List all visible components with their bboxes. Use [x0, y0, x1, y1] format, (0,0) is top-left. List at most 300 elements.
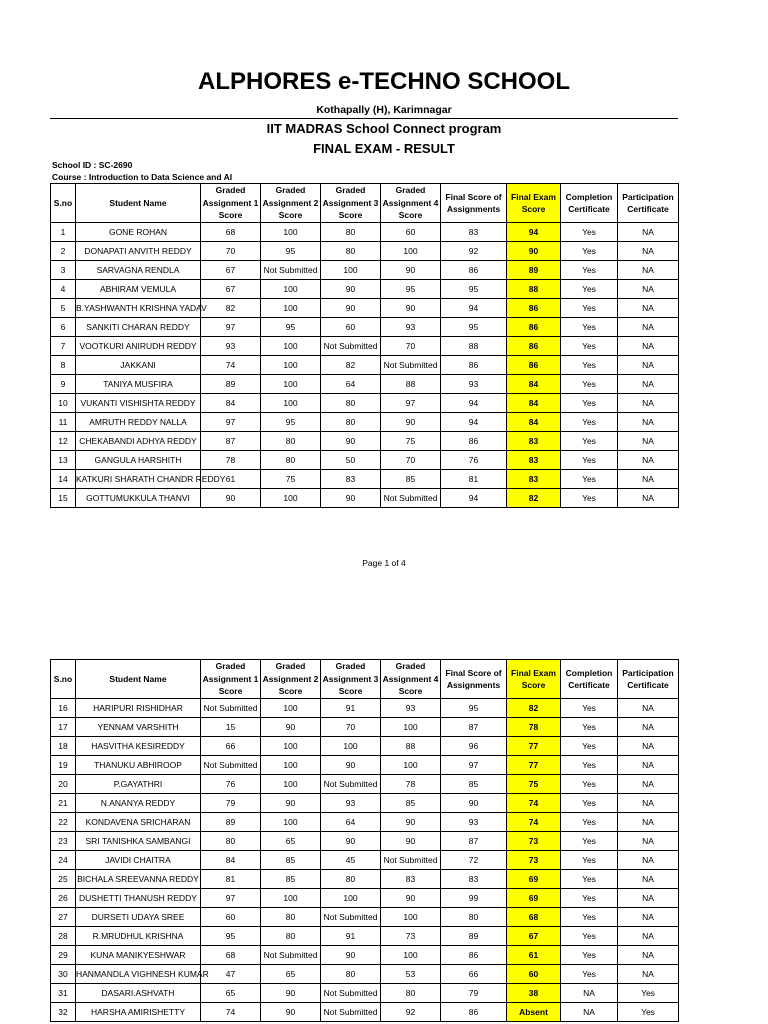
- cell-ga1: 84: [201, 394, 261, 413]
- cell-sno: 18: [51, 737, 76, 756]
- cell-participation: Yes: [618, 984, 679, 1003]
- table-row: [51, 451, 679, 470]
- cell-participation: NA: [618, 280, 679, 299]
- cell-ga3: 82: [321, 356, 381, 375]
- cell-completion: NA: [561, 984, 618, 1003]
- cell-ga1: 84: [201, 851, 261, 870]
- cell-final_assign: 94: [441, 489, 507, 508]
- column-header-line: Score: [398, 210, 423, 221]
- cell-sno: 17: [51, 718, 76, 737]
- cell-ga3: Not Submitted: [321, 775, 381, 794]
- cell-sno: 3: [51, 261, 76, 280]
- column-header-line: Assignment 1: [202, 673, 259, 684]
- cell-ga4: 75: [381, 432, 441, 451]
- cell-participation: NA: [618, 718, 679, 737]
- cell-completion: Yes: [561, 375, 618, 394]
- cell-ga2: 90: [261, 984, 321, 1003]
- cell-name: CHEKABANDI ADHYA REDDY: [76, 432, 201, 451]
- cell-completion: Yes: [561, 851, 618, 870]
- cell-ga2: 90: [261, 794, 321, 813]
- table-row: [51, 851, 679, 870]
- cell-completion: Yes: [561, 965, 618, 984]
- cell-final_exam: 73: [507, 851, 561, 870]
- cell-ga4: 83: [381, 870, 441, 889]
- cell-ga1: 89: [201, 375, 261, 394]
- cell-name: KUNA MANIKYESHWAR: [76, 946, 201, 965]
- cell-ga3: 100: [321, 261, 381, 280]
- table-row: [51, 356, 679, 375]
- cell-ga3: 45: [321, 851, 381, 870]
- cell-final_assign: 72: [441, 851, 507, 870]
- cell-final_exam: 84: [507, 394, 561, 413]
- school-id: School ID : SC-2690: [52, 160, 133, 170]
- cell-ga4: 53: [381, 965, 441, 984]
- table-row: [51, 775, 679, 794]
- column-header-final_exam: [507, 184, 561, 223]
- cell-final_assign: 93: [441, 375, 507, 394]
- cell-ga3: 90: [321, 756, 381, 775]
- cell-sno: 7: [51, 337, 76, 356]
- column-header-sno: S.no: [51, 184, 76, 223]
- column-header-sno: S.no: [51, 660, 76, 699]
- table-row: [51, 794, 679, 813]
- column-header-ga4: [381, 184, 441, 223]
- table-row: [51, 261, 679, 280]
- cell-participation: NA: [618, 337, 679, 356]
- cell-ga1: 93: [201, 337, 261, 356]
- cell-final_assign: 79: [441, 984, 507, 1003]
- cell-ga3: 80: [321, 965, 381, 984]
- cell-final_assign: 87: [441, 718, 507, 737]
- cell-participation: NA: [618, 851, 679, 870]
- column-header-line: Participation: [622, 667, 674, 678]
- cell-final_exam: 61: [507, 946, 561, 965]
- cell-final_assign: 92: [441, 242, 507, 261]
- column-header-line: Score: [218, 686, 243, 697]
- cell-sno: 15: [51, 489, 76, 508]
- table-row: [51, 756, 679, 775]
- cell-final_exam: 73: [507, 832, 561, 851]
- cell-completion: Yes: [561, 432, 618, 451]
- cell-ga4: 100: [381, 718, 441, 737]
- cell-final_exam: 67: [507, 927, 561, 946]
- cell-ga3: Not Submitted: [321, 984, 381, 1003]
- cell-participation: NA: [618, 413, 679, 432]
- cell-ga2: 100: [261, 394, 321, 413]
- cell-ga4: 88: [381, 375, 441, 394]
- cell-ga4: 100: [381, 756, 441, 775]
- column-header-line: Final Score of: [445, 191, 502, 202]
- cell-final_exam: 82: [507, 699, 561, 718]
- column-header-final_assign: [441, 660, 507, 699]
- cell-ga2: 100: [261, 299, 321, 318]
- cell-completion: Yes: [561, 756, 618, 775]
- cell-ga4: Not Submitted: [381, 489, 441, 508]
- cell-final_exam: 68: [507, 908, 561, 927]
- cell-ga1: 82: [201, 299, 261, 318]
- cell-final_exam: 77: [507, 737, 561, 756]
- cell-ga4: 90: [381, 413, 441, 432]
- cell-participation: NA: [618, 832, 679, 851]
- column-header-line: Graded: [275, 661, 306, 672]
- cell-final_assign: 83: [441, 223, 507, 242]
- cell-ga3: 91: [321, 927, 381, 946]
- cell-ga3: 90: [321, 299, 381, 318]
- cell-final_exam: 38: [507, 984, 561, 1003]
- cell-sno: 28: [51, 927, 76, 946]
- cell-participation: NA: [618, 375, 679, 394]
- cell-completion: Yes: [561, 489, 618, 508]
- column-header-ga4: [381, 660, 441, 699]
- cell-participation: NA: [618, 470, 679, 489]
- cell-sno: 19: [51, 756, 76, 775]
- cell-completion: Yes: [561, 870, 618, 889]
- cell-ga2: 100: [261, 280, 321, 299]
- column-header-line: Completion: [565, 667, 613, 678]
- cell-final_exam: Absent: [507, 1003, 561, 1022]
- table-row: [51, 870, 679, 889]
- cell-participation: NA: [618, 356, 679, 375]
- cell-ga4: 95: [381, 280, 441, 299]
- cell-name: P.GAYATHRI: [76, 775, 201, 794]
- table-row: [51, 280, 679, 299]
- column-header-ga1: [201, 660, 261, 699]
- cell-ga2: 100: [261, 813, 321, 832]
- cell-name: ABHIRAM VEMULA: [76, 280, 201, 299]
- cell-ga1: 47: [201, 965, 261, 984]
- table-row: [51, 299, 679, 318]
- cell-completion: Yes: [561, 470, 618, 489]
- cell-ga2: 100: [261, 889, 321, 908]
- cell-final_exam: 86: [507, 356, 561, 375]
- column-header-line: Assignment 4: [382, 197, 439, 208]
- cell-name: HARSHA AMIRISHETTY: [76, 1003, 201, 1022]
- cell-final_exam: 75: [507, 775, 561, 794]
- table-row: [51, 413, 679, 432]
- cell-participation: NA: [618, 946, 679, 965]
- cell-ga3: 100: [321, 737, 381, 756]
- cell-ga1: 90: [201, 489, 261, 508]
- cell-participation: NA: [618, 223, 679, 242]
- cell-ga2: Not Submitted: [261, 946, 321, 965]
- cell-final_exam: 86: [507, 337, 561, 356]
- column-header-final_exam: [507, 660, 561, 699]
- cell-name: THANUKU ABHIROOP: [76, 756, 201, 775]
- table-row: [51, 718, 679, 737]
- table-row: [51, 394, 679, 413]
- column-header-final_assign: [441, 184, 507, 223]
- cell-participation: NA: [618, 394, 679, 413]
- table-row: [51, 965, 679, 984]
- column-header-completion: [561, 184, 618, 223]
- cell-name: HANMANDLA VIGHNESH KUMAR: [76, 965, 201, 984]
- cell-ga3: 90: [321, 432, 381, 451]
- cell-completion: Yes: [561, 813, 618, 832]
- column-header-line: Graded: [335, 661, 366, 672]
- cell-completion: Yes: [561, 223, 618, 242]
- cell-completion: Yes: [561, 699, 618, 718]
- cell-completion: Yes: [561, 318, 618, 337]
- header-row: [51, 660, 679, 699]
- cell-final_exam: 86: [507, 299, 561, 318]
- cell-ga4: 80: [381, 984, 441, 1003]
- cell-ga4: 90: [381, 889, 441, 908]
- cell-ga3: 70: [321, 718, 381, 737]
- cell-name: BICHALA SREEVANNA REDDY: [76, 870, 201, 889]
- cell-ga4: 85: [381, 470, 441, 489]
- cell-ga2: Not Submitted: [261, 261, 321, 280]
- column-header-line: Score: [521, 204, 546, 214]
- table-row: [51, 337, 679, 356]
- cell-name: HARIPURI RISHIDHAR: [76, 699, 201, 718]
- cell-name: JAVIDI CHAITRA: [76, 851, 201, 870]
- cell-ga3: 64: [321, 375, 381, 394]
- cell-final_assign: 86: [441, 432, 507, 451]
- column-header-line: Assignment 2: [262, 673, 319, 684]
- cell-name: GANGULA HARSHITH: [76, 451, 201, 470]
- cell-name: DURSETI UDAYA SREE: [76, 908, 201, 927]
- cell-ga2: 80: [261, 451, 321, 470]
- cell-ga1: 61: [201, 470, 261, 489]
- cell-completion: Yes: [561, 280, 618, 299]
- cell-name: JAKKANI: [76, 356, 201, 375]
- cell-ga4: 100: [381, 946, 441, 965]
- cell-completion: Yes: [561, 832, 618, 851]
- cell-final_assign: 66: [441, 965, 507, 984]
- cell-final_assign: 95: [441, 699, 507, 718]
- cell-ga3: 90: [321, 489, 381, 508]
- column-header-name: Student Name: [76, 184, 201, 223]
- cell-ga2: 75: [261, 470, 321, 489]
- cell-completion: Yes: [561, 927, 618, 946]
- cell-sno: 16: [51, 699, 76, 718]
- column-header-ga3: [321, 660, 381, 699]
- cell-sno: 21: [51, 794, 76, 813]
- cell-ga4: 93: [381, 699, 441, 718]
- cell-completion: Yes: [561, 337, 618, 356]
- cell-sno: 31: [51, 984, 76, 1003]
- cell-ga3: 91: [321, 699, 381, 718]
- column-header-line: Graded: [335, 185, 366, 196]
- cell-final_assign: 95: [441, 318, 507, 337]
- column-header-line: Assignment 3: [322, 197, 379, 208]
- column-header-line: Certificate: [627, 204, 669, 214]
- column-header-line: Graded: [215, 185, 246, 196]
- cell-final_exam: 83: [507, 432, 561, 451]
- cell-final_exam: 90: [507, 242, 561, 261]
- column-header-line: Assignment 2: [262, 197, 319, 208]
- cell-sno: 12: [51, 432, 76, 451]
- cell-final_assign: 76: [441, 451, 507, 470]
- column-header-line: Certificate: [568, 204, 610, 214]
- column-header-line: Score: [218, 210, 243, 221]
- cell-final_assign: 87: [441, 832, 507, 851]
- cell-ga1: 78: [201, 451, 261, 470]
- cell-name: N.ANANYA REDDY: [76, 794, 201, 813]
- cell-participation: NA: [618, 318, 679, 337]
- cell-ga3: 83: [321, 470, 381, 489]
- column-header-line: Assignments: [446, 680, 501, 690]
- cell-final_assign: 86: [441, 356, 507, 375]
- column-header-line: Score: [338, 210, 363, 221]
- cell-ga4: 70: [381, 451, 441, 470]
- cell-final_exam: 94: [507, 223, 561, 242]
- cell-final_exam: 84: [507, 413, 561, 432]
- header-row: [51, 184, 679, 223]
- column-header-line: Graded: [215, 661, 246, 672]
- cell-final_assign: 93: [441, 813, 507, 832]
- cell-ga2: 100: [261, 699, 321, 718]
- cell-ga3: 80: [321, 870, 381, 889]
- table-row: [51, 984, 679, 1003]
- cell-ga3: 90: [321, 280, 381, 299]
- cell-final_assign: 99: [441, 889, 507, 908]
- school-title: ALPHORES e-TECHNO SCHOOL: [197, 68, 571, 95]
- cell-final_exam: 69: [507, 870, 561, 889]
- cell-completion: Yes: [561, 946, 618, 965]
- course-name: Course : Introduction to Data Science and AI: [52, 172, 233, 182]
- column-header-line: Assignment 1: [202, 197, 259, 208]
- cell-ga4: 90: [381, 299, 441, 318]
- results-table-page-1: [50, 183, 679, 508]
- cell-completion: Yes: [561, 394, 618, 413]
- column-header-line: Final Exam: [511, 191, 556, 202]
- cell-sno: 26: [51, 889, 76, 908]
- cell-ga2: 100: [261, 356, 321, 375]
- cell-completion: Yes: [561, 908, 618, 927]
- cell-sno: 10: [51, 394, 76, 413]
- cell-participation: NA: [618, 489, 679, 508]
- column-header-line: Final Exam: [511, 667, 556, 678]
- cell-ga4: 100: [381, 908, 441, 927]
- cell-name: AMRUTH REDDY NALLA: [76, 413, 201, 432]
- column-header-line: Final Score of: [445, 667, 502, 678]
- cell-ga2: 80: [261, 908, 321, 927]
- cell-name: DONAPATI ANVITH REDDY: [76, 242, 201, 261]
- cell-final_exam: 82: [507, 489, 561, 508]
- cell-participation: NA: [618, 299, 679, 318]
- cell-name: B.YASHWANTH KRISHNA YADAV: [76, 299, 201, 318]
- cell-sno: 9: [51, 375, 76, 394]
- cell-sno: 27: [51, 908, 76, 927]
- cell-completion: Yes: [561, 413, 618, 432]
- cell-participation: NA: [618, 889, 679, 908]
- table-row: [51, 832, 679, 851]
- cell-final_assign: 86: [441, 946, 507, 965]
- cell-ga1: 60: [201, 908, 261, 927]
- cell-ga2: 100: [261, 737, 321, 756]
- cell-participation: NA: [618, 242, 679, 261]
- cell-final_exam: 74: [507, 794, 561, 813]
- table-row: [51, 375, 679, 394]
- column-header-line: Score: [521, 680, 546, 690]
- table-row: [51, 432, 679, 451]
- cell-name: GONE ROHAN: [76, 223, 201, 242]
- table-row: [51, 813, 679, 832]
- column-header-completion: [561, 660, 618, 699]
- cell-ga1: Not Submitted: [201, 699, 261, 718]
- cell-ga3: 80: [321, 242, 381, 261]
- column-header-line: Completion: [565, 191, 613, 202]
- cell-ga1: Not Submitted: [201, 756, 261, 775]
- table-row: [51, 908, 679, 927]
- cell-final_exam: 89: [507, 261, 561, 280]
- cell-participation: NA: [618, 794, 679, 813]
- cell-ga4: 85: [381, 794, 441, 813]
- column-header-name: Student Name: [76, 660, 201, 699]
- cell-ga4: 60: [381, 223, 441, 242]
- column-header-line: Graded: [395, 661, 426, 672]
- cell-name: GOTTUMUKKULA THANVI: [76, 489, 201, 508]
- cell-participation: NA: [618, 965, 679, 984]
- cell-ga4: 78: [381, 775, 441, 794]
- cell-sno: 13: [51, 451, 76, 470]
- cell-final_assign: 85: [441, 775, 507, 794]
- exam-title: FINAL EXAM - RESULT: [313, 141, 455, 156]
- cell-name: TANIYA MUSFIRA: [76, 375, 201, 394]
- cell-sno: 5: [51, 299, 76, 318]
- cell-ga1: 15: [201, 718, 261, 737]
- cell-ga1: 89: [201, 813, 261, 832]
- cell-participation: NA: [618, 451, 679, 470]
- page-footer: Page 1 of 4: [362, 558, 406, 568]
- cell-sno: 20: [51, 775, 76, 794]
- cell-ga2: 100: [261, 223, 321, 242]
- cell-ga1: 66: [201, 737, 261, 756]
- cell-final_assign: 94: [441, 299, 507, 318]
- cell-completion: Yes: [561, 718, 618, 737]
- table-row: [51, 946, 679, 965]
- cell-ga1: 97: [201, 413, 261, 432]
- table-row: [51, 318, 679, 337]
- cell-ga4: 90: [381, 261, 441, 280]
- cell-ga2: 95: [261, 318, 321, 337]
- cell-ga2: 80: [261, 927, 321, 946]
- cell-ga1: 97: [201, 889, 261, 908]
- cell-final_assign: 96: [441, 737, 507, 756]
- cell-ga2: 95: [261, 413, 321, 432]
- cell-ga1: 68: [201, 223, 261, 242]
- cell-final_assign: 80: [441, 908, 507, 927]
- cell-name: SARVAGNA RENDLA: [76, 261, 201, 280]
- cell-final_exam: 88: [507, 280, 561, 299]
- cell-ga1: 67: [201, 280, 261, 299]
- cell-ga2: 85: [261, 851, 321, 870]
- cell-ga4: Not Submitted: [381, 356, 441, 375]
- cell-ga3: 80: [321, 223, 381, 242]
- cell-completion: Yes: [561, 794, 618, 813]
- cell-ga4: 73: [381, 927, 441, 946]
- cell-ga3: Not Submitted: [321, 337, 381, 356]
- cell-participation: NA: [618, 756, 679, 775]
- cell-final_exam: 84: [507, 375, 561, 394]
- column-header-line: Certificate: [568, 680, 610, 690]
- cell-participation: NA: [618, 775, 679, 794]
- cell-ga1: 76: [201, 775, 261, 794]
- cell-final_assign: 95: [441, 280, 507, 299]
- cell-ga3: 93: [321, 794, 381, 813]
- cell-ga1: 65: [201, 984, 261, 1003]
- cell-name: YENNAM VARSHITH: [76, 718, 201, 737]
- cell-ga3: Not Submitted: [321, 908, 381, 927]
- column-header-ga1: [201, 184, 261, 223]
- table-row: [51, 699, 679, 718]
- cell-sno: 8: [51, 356, 76, 375]
- cell-ga2: 65: [261, 965, 321, 984]
- cell-final_exam: 83: [507, 470, 561, 489]
- cell-ga3: 80: [321, 413, 381, 432]
- cell-ga3: 50: [321, 451, 381, 470]
